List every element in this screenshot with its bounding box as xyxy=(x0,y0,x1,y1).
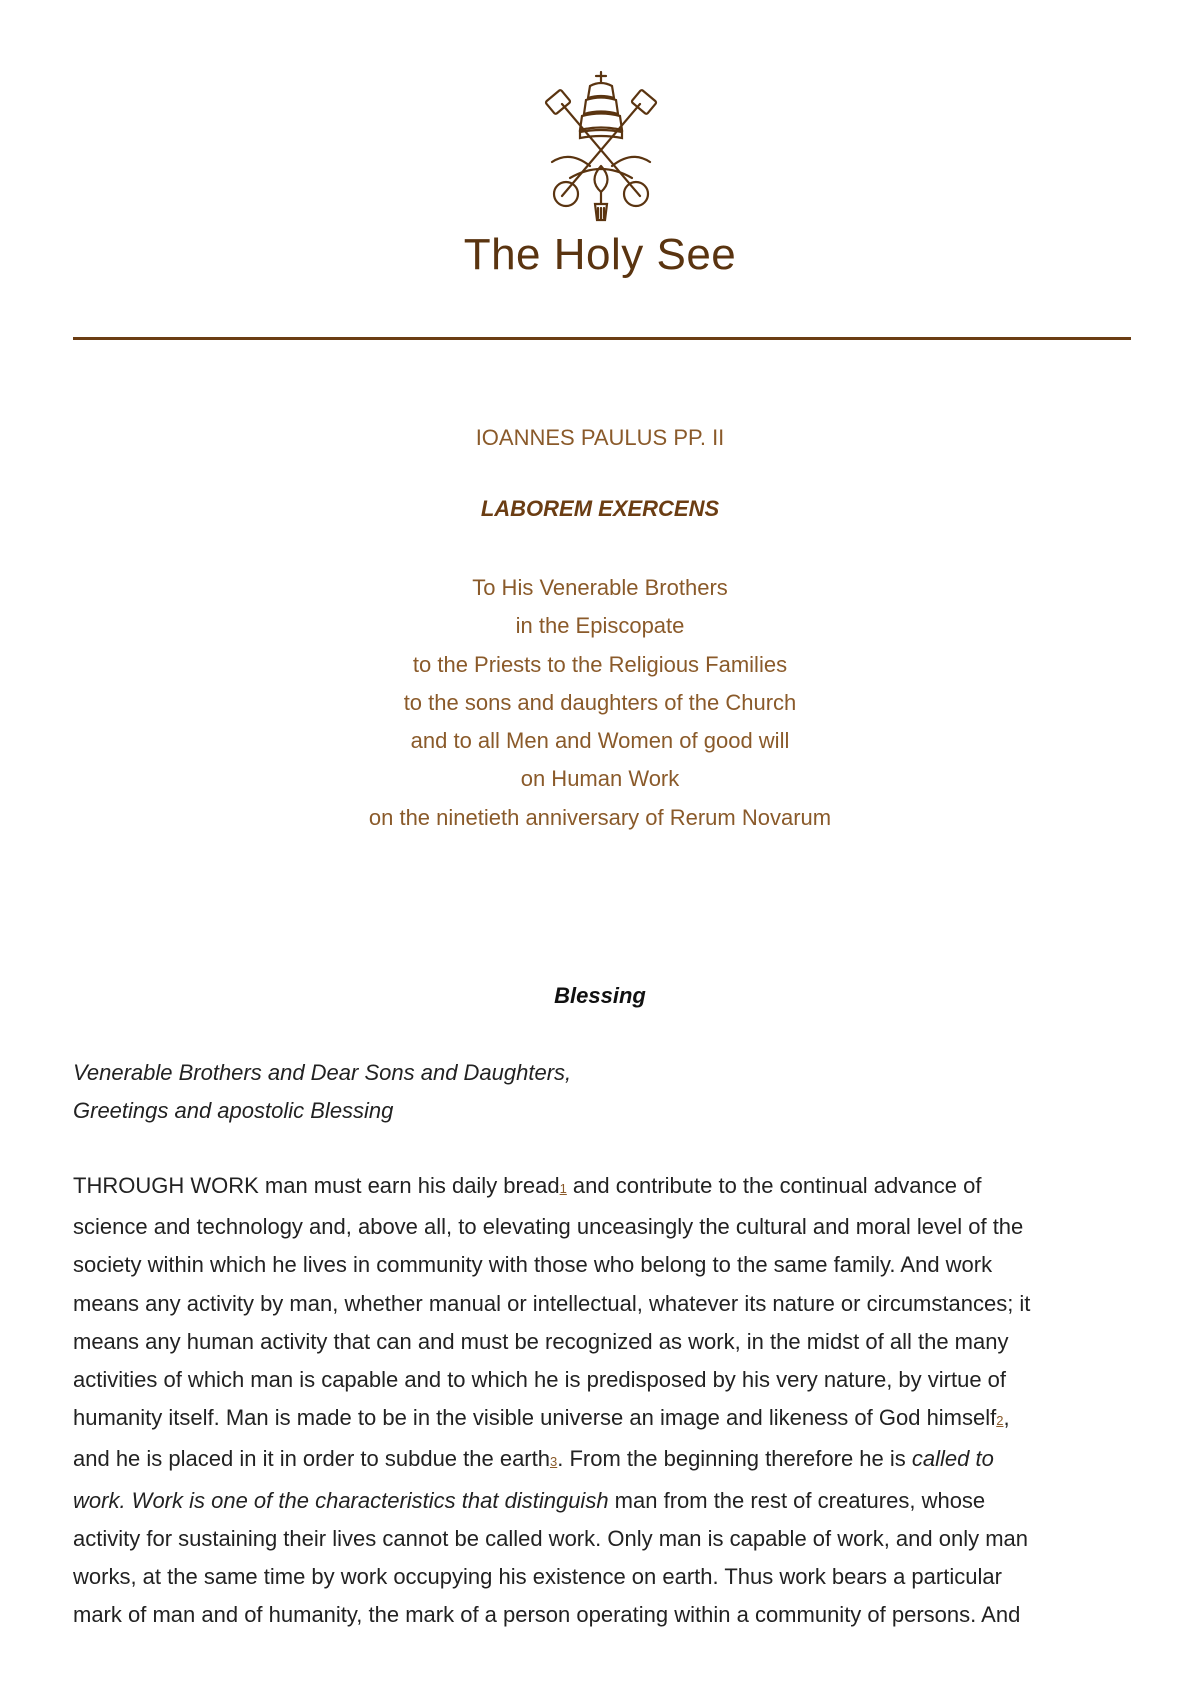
salutation xyxy=(73,1054,1133,1130)
text-run: humanity itself. Man is made to be in the visible universe an image and likeness of God himself xyxy=(73,1405,997,1431)
address-line: to the Priests to the Religious Families xyxy=(412,651,788,677)
paragraph-line xyxy=(73,1440,1135,1481)
paragraph-line: activity for sustaining their lives cannot be called work. Only man is capable of work, and only man xyxy=(73,1525,1029,1551)
paragraph-line: means any human activity that can and must be recognized as work, in the midst of all the many xyxy=(73,1328,1009,1354)
text-run: . From the beginning therefore he is xyxy=(557,1446,912,1472)
paragraph-line xyxy=(73,1399,1135,1440)
address-line: on the ninetieth anniversary of Rerum Novarum xyxy=(368,804,832,830)
footnote-link-1[interactable]: 1 xyxy=(559,1181,567,1196)
text-run: , xyxy=(1003,1405,1010,1431)
text-run: and contribute to the continual advance of xyxy=(566,1173,982,1198)
document-title: LABOREM EXERCENS xyxy=(480,496,720,521)
address-line: and to all Men and Women of good will xyxy=(410,728,790,754)
body-paragraph xyxy=(73,1167,1135,1634)
footnote-link-3[interactable]: 3 xyxy=(550,1454,558,1470)
address-line: in the Episcopate xyxy=(515,613,685,639)
site-title[interactable]: The Holy See xyxy=(463,230,737,279)
section-heading: Blessing xyxy=(554,983,646,1008)
address-line: on Human Work xyxy=(520,766,680,792)
paragraph-line: science and technology and, above all, to elevating unceasingly the cultural and moral level of the xyxy=(73,1214,1024,1240)
footnote-link-2[interactable]: 2 xyxy=(996,1413,1004,1429)
paragraph-line xyxy=(73,1482,1135,1520)
document-address xyxy=(0,569,1200,837)
text-run: man from the rest of creatures, whose xyxy=(608,1487,986,1513)
text-run: THROUGH WORK man must earn his daily bread xyxy=(73,1173,560,1198)
header-divider xyxy=(73,337,1131,340)
paragraph-line: means any activity by man, whether manual or intellectual, whatever its nature or circumstances; it xyxy=(73,1290,1031,1316)
text-run: and he is placed in it in order to subdue the earth xyxy=(73,1446,550,1472)
document-author: IOANNES PAULUS PP. II xyxy=(475,425,725,450)
address-line: To His Venerable Brothers xyxy=(472,575,728,600)
paragraph-line: society within which he lives in community with those who belong to the same family. And work xyxy=(73,1252,993,1278)
paragraph-line: activities of which man is capable and to which he is predisposed by his very nature, by virtue of xyxy=(73,1367,1007,1393)
paragraph-line: works, at the same time by work occupying his existence on earth. Thus work bears a particular xyxy=(73,1564,1002,1590)
paragraph-line xyxy=(73,1167,1135,1208)
emphasis-run: work. Work is one of the characteristics that distinguish xyxy=(73,1487,609,1513)
salutation-line: Venerable Brothers and Dear Sons and Daughters, xyxy=(73,1060,572,1085)
emphasis-run: called to xyxy=(911,1446,994,1472)
paragraph-line: mark of man and of humanity, the mark of a person operating within a community of persons. And xyxy=(73,1602,1021,1628)
papal-tiara-crossed-keys-icon xyxy=(540,70,662,222)
salutation-line: Greetings and apostolic Blessing xyxy=(73,1098,394,1123)
address-line: to the sons and daughters of the Church xyxy=(403,689,797,715)
